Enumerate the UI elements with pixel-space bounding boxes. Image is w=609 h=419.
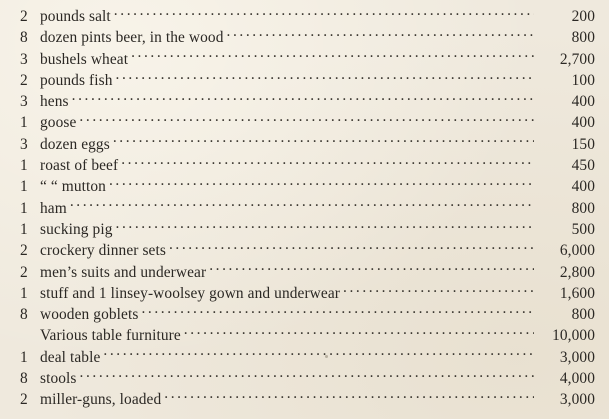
row-description: Various table furniture: [40, 327, 181, 345]
row-dot-leader: [121, 155, 534, 170]
row-dot-leader: [227, 27, 534, 42]
row-amount: 500: [571, 220, 595, 238]
row-dot-leader: [116, 219, 535, 234]
row-description: “ “ mutton: [40, 178, 106, 196]
row-quantity: 1: [20, 199, 28, 217]
row-dot-leader: [164, 389, 534, 404]
row-quantity: 1: [20, 114, 28, 132]
row-description: goose: [40, 114, 77, 132]
row-dot-leader: [114, 6, 534, 21]
row-description: dozen eggs: [40, 135, 110, 153]
ledger-row: [20, 6, 595, 27]
ledger-list: [20, 6, 595, 411]
row-description: roast of beef: [40, 157, 119, 175]
row-description: stools: [40, 370, 77, 388]
row-description: deal table: [40, 348, 101, 366]
ledger-row: [20, 347, 595, 368]
row-quantity: 1: [20, 178, 28, 196]
ledger-row: [20, 91, 595, 112]
row-quantity: 8: [20, 306, 28, 324]
row-quantity: 3: [20, 93, 28, 111]
row-dot-leader: [113, 134, 534, 149]
row-amount: 1,600: [559, 284, 595, 302]
row-amount: 6,000: [559, 242, 595, 260]
ledger-row: [20, 262, 595, 283]
row-description: bushels wheat: [40, 50, 129, 68]
row-description: hens: [40, 93, 69, 111]
row-dot-leader: [79, 112, 534, 127]
ledger-row: [20, 389, 595, 410]
row-dot-leader: [80, 368, 534, 383]
ledger-row: [20, 27, 595, 48]
row-quantity: 2: [20, 391, 28, 409]
row-amount: 150: [571, 135, 595, 153]
row-description: dozen pints beer, in the wood: [40, 29, 224, 47]
row-quantity: 8: [20, 29, 28, 47]
row-description: wooden goblets: [40, 306, 139, 324]
row-amount: 800: [571, 306, 595, 324]
row-quantity: 2: [20, 263, 28, 281]
row-amount: 200: [571, 8, 595, 25]
row-description: ham: [40, 199, 67, 217]
row-quantity: 1: [20, 220, 28, 238]
row-amount: 4,000: [559, 370, 595, 388]
ledger-row: [20, 368, 595, 389]
row-quantity: 2: [20, 71, 28, 89]
ledger-row: [20, 112, 595, 133]
row-quantity: 1: [20, 348, 28, 366]
row-description: miller-guns, loaded: [40, 391, 162, 409]
ledger-row: [20, 283, 595, 304]
row-dot-leader: [343, 283, 534, 298]
row-dot-leader: [141, 304, 534, 319]
row-amount: 2,800: [559, 263, 595, 281]
row-quantity: 3: [20, 50, 28, 68]
row-dot-leader: [103, 347, 534, 362]
row-description: stuff and 1 linsey-woolsey gown and underwear: [40, 284, 340, 302]
ledger-row: [20, 155, 595, 176]
row-dot-leader: [209, 262, 534, 277]
row-description: crockery dinner sets: [40, 242, 166, 260]
row-amount: 100: [571, 71, 595, 89]
row-amount: 3,000: [559, 391, 595, 409]
row-amount: 3,000: [559, 348, 595, 366]
row-quantity: 8: [20, 370, 28, 388]
row-dot-leader: [169, 240, 534, 255]
row-description: men’s suits and underwear: [40, 263, 207, 281]
ledger-row: [20, 134, 595, 155]
row-quantity: 1: [20, 284, 28, 302]
ledger-row: [20, 176, 595, 197]
row-amount: 800: [571, 199, 595, 217]
row-description: pounds fish: [40, 71, 113, 89]
row-dot-leader: [184, 325, 534, 340]
row-amount: 450: [571, 157, 595, 175]
ledger-row: [20, 49, 595, 70]
row-amount: 2,700: [559, 50, 595, 68]
paper-speck: [325, 355, 328, 358]
row-amount: 400: [571, 93, 595, 111]
ledger-row: [20, 240, 595, 261]
row-amount: 10,000: [552, 327, 595, 345]
ledger-row: [20, 198, 595, 219]
row-description: pounds salt: [40, 8, 111, 25]
row-amount: 400: [571, 114, 595, 132]
row-quantity: 3: [20, 135, 28, 153]
row-dot-leader: [109, 176, 534, 191]
row-dot-leader: [131, 49, 534, 64]
row-quantity: 1: [20, 157, 28, 175]
ledger-row: [20, 304, 595, 325]
row-dot-leader: [70, 198, 534, 213]
ledger-row: [20, 70, 595, 91]
ledger-row: [20, 219, 595, 240]
row-description: sucking pig: [40, 220, 113, 238]
row-dot-leader: [72, 91, 534, 106]
row-quantity: 2: [20, 242, 28, 260]
row-amount: 800: [571, 29, 595, 47]
row-dot-leader: [116, 70, 535, 85]
row-amount: 400: [571, 178, 595, 196]
ledger-row: [20, 325, 595, 346]
row-quantity: 2: [20, 8, 28, 25]
